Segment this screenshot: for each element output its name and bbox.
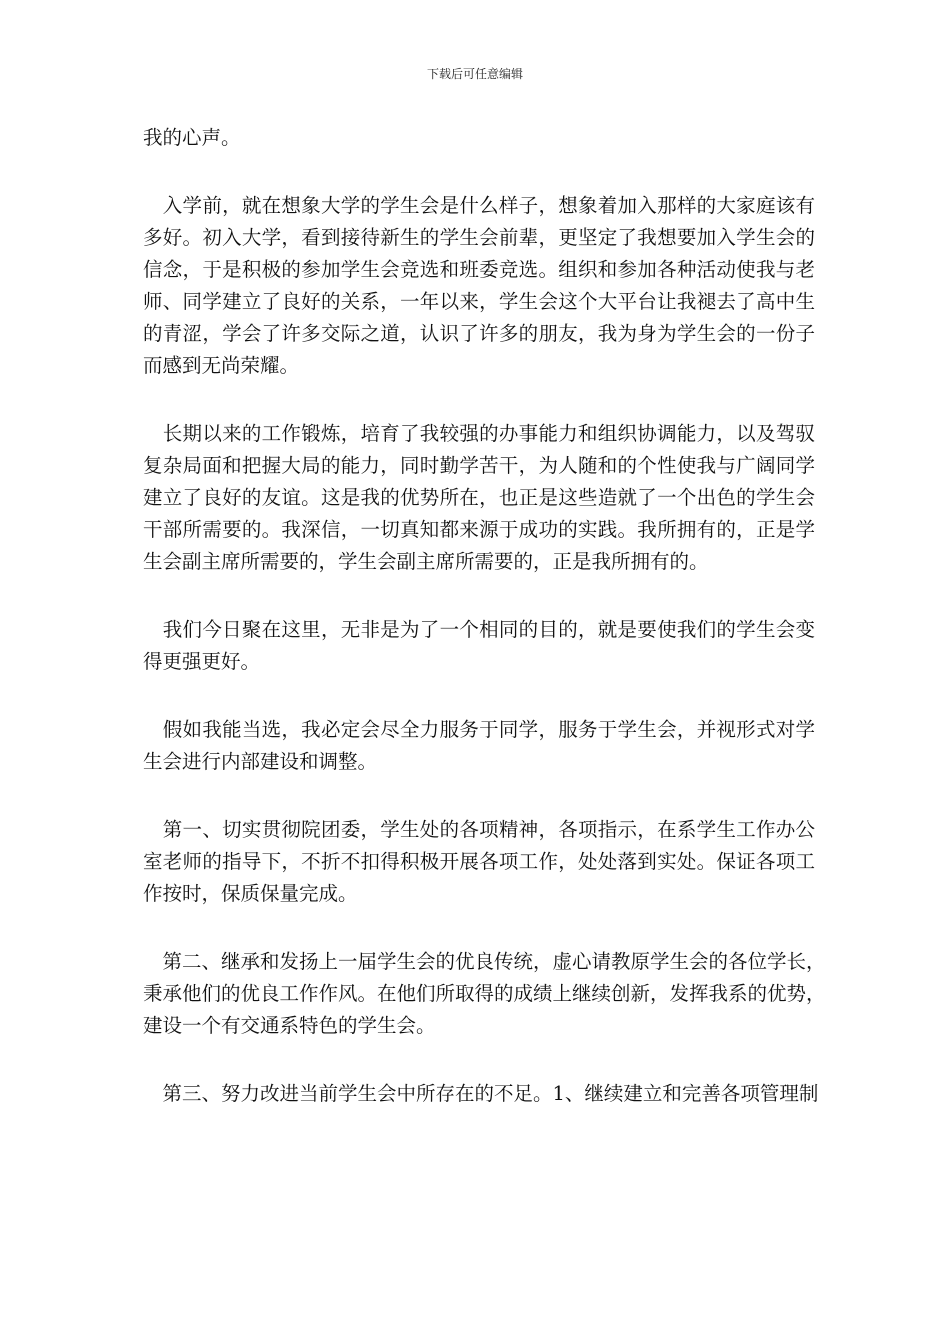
paragraph-1 xyxy=(143,122,815,154)
text-line: 我的心声。 xyxy=(143,126,241,149)
text-line: 信念，于是积极的参加学生会竞选和班委竞选。组织和参加各种活动使我与老 xyxy=(143,258,815,281)
text-line: 假如我能当选，我必定会尽全力服务于同学，服务于学生会，并视形式对学 xyxy=(143,718,815,741)
text-line: 多好。初入大学，看到接待新生的学生会前辈，更坚定了我想要加入学生会的 xyxy=(143,226,815,249)
paragraph-4 xyxy=(143,614,815,678)
text-line: 生会进行内部建设和调整。 xyxy=(143,750,378,773)
text-line: 师、同学建立了良好的关系，一年以来，学生会这个大平台让我褪去了高中生 xyxy=(143,290,815,313)
text-line: 我们今日聚在这里，无非是为了一个相同的目的，就是要使我们的学生会变 xyxy=(143,618,815,641)
text-line: 建设一个有交通系特色的学生会。 xyxy=(143,1014,436,1037)
text-line: 干部所需要的。我深信，一切真知都来源于成功的实践。我所拥有的，正是学 xyxy=(143,518,815,541)
text-line: 作按时，保质保量完成。 xyxy=(143,882,358,905)
text-line: 长期以来的工作锻炼，培育了我较强的办事能力和组织协调能力，以及驾驭 xyxy=(143,422,815,445)
paragraph-8 xyxy=(143,1078,819,1110)
text-line: 秉承他们的优良工作作风。在他们所取得的成绩上继续创新，发挥我系的优势， xyxy=(143,982,826,1005)
body-text xyxy=(143,122,826,1146)
paragraph-3 xyxy=(143,418,815,578)
header-note: 下载后可任意编辑 xyxy=(426,67,523,81)
text-line: 复杂局面和把握大局的能力，同时勤学苦干，为人随和的个性使我与广阔同学 xyxy=(143,454,815,477)
text-line: 第一、切实贯彻院团委，学生处的各项精神，各项指示，在系学生工作办公 xyxy=(143,818,815,841)
paragraph-5 xyxy=(143,714,815,778)
text-line: 第三、努力改进当前学生会中所存在的不足。1、继续建立和完善各项管理制 xyxy=(143,1082,819,1105)
text-line: 生会副主席所需要的，学生会副主席所需要的，正是我所拥有的。 xyxy=(143,550,709,573)
text-line: 室老师的指导下，不折不扣得积极开展各项工作，处处落到实处。保证各项工 xyxy=(143,850,815,873)
text-line: 入学前，就在想象大学的学生会是什么样子，想象着加入那样的大家庭该有 xyxy=(143,194,815,217)
paragraph-6 xyxy=(143,814,815,910)
text-line: 建立了良好的友谊。这是我的优势所在，也正是这些造就了一个出色的学生会 xyxy=(143,486,815,509)
text-line: 得更强更好。 xyxy=(143,650,261,673)
text-line: 而感到无尚荣耀。 xyxy=(143,354,300,377)
paragraph-2 xyxy=(143,190,815,382)
paragraph-7 xyxy=(143,946,826,1042)
text-line: 的青涩，学会了许多交际之道，认识了许多的朋友，我为身为学生会的一份子 xyxy=(143,322,815,345)
text-line: 第二、继承和发扬上一届学生会的优良传统，虚心请教原学生会的各位学长， xyxy=(143,950,826,973)
